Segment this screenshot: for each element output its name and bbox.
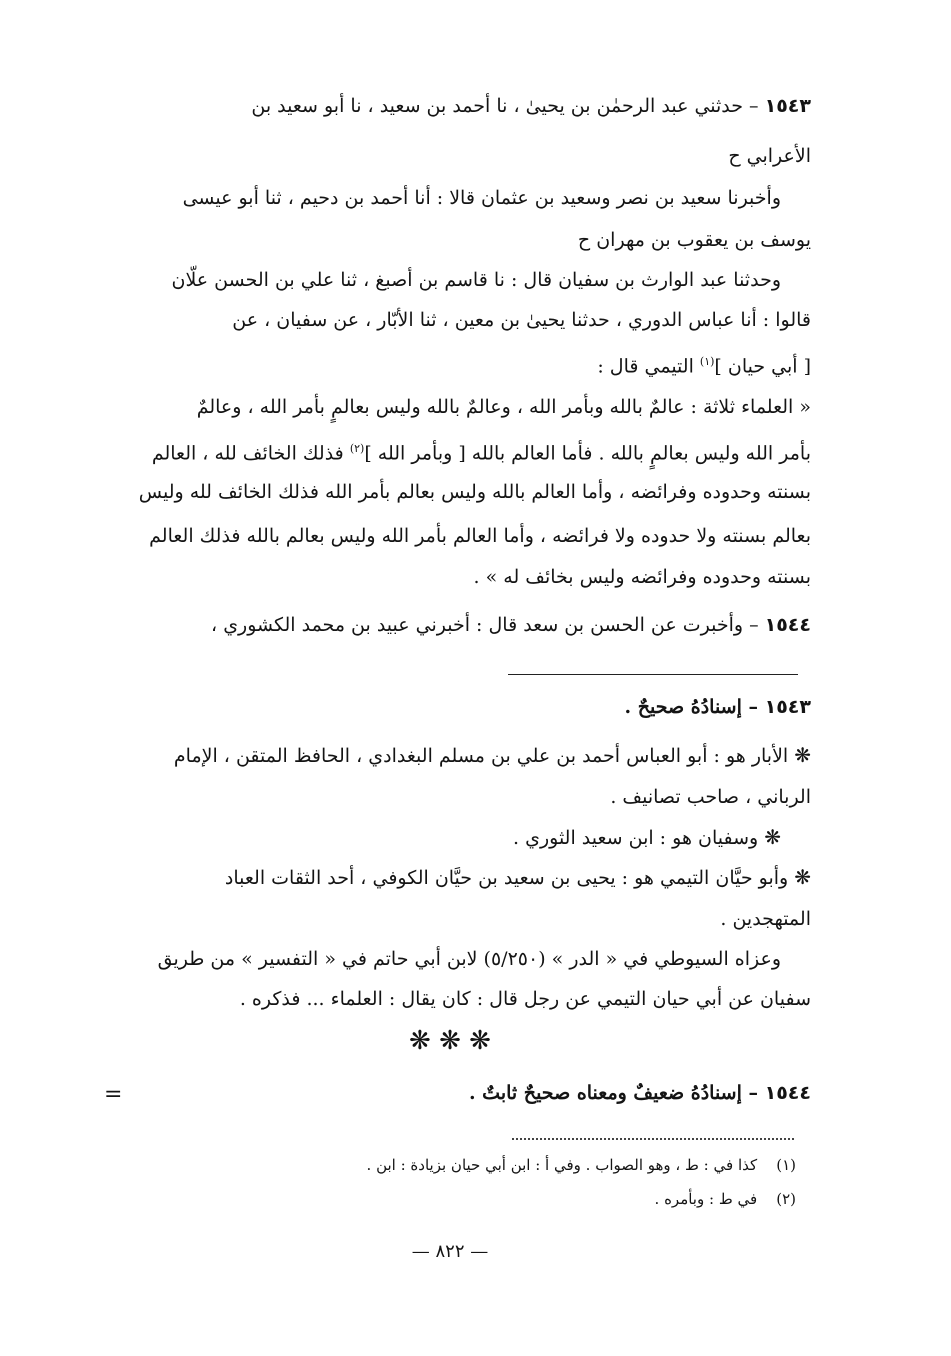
footnote-dotted-rule <box>512 1138 794 1140</box>
commentary-1543-heading: ١٥٤٣ – إسنادُهُ صحيحٌ . <box>624 696 811 718</box>
asterism-icon: ❋ ❋ ❋ <box>409 1026 491 1056</box>
footnote-1: (١) كذا في : ط ، وهو الصواب . وفي أ : ابن أبي حيان بزيادة : ابن . <box>366 1156 796 1174</box>
hadith-1543-line-4: يوسف بن يعقوب بن مهران ح <box>577 229 811 251</box>
hadith-1543-line-3: وأخبرنا سعيد بن نصر وسعيد بن عثمان قالا : أنا أحمد بن دحيم ، ثنا أبو عيسى <box>182 187 781 209</box>
commentary-line-4: ❋ وأبو حيَّان التيمي هو : يحيى بن سعيد بن حيَّان الكوفي ، أحد الثقات العباد <box>224 865 811 889</box>
hadith-1543-line-6: قالوا : أنا عباس الدوري ، حدثنا يحيىٰ بن معين ، ثنا الأبّار ، عن سفيان ، عن <box>232 309 811 331</box>
hadith-1543-line-1: ١٥٤٣ – حدثني عبد الرحمٰن بن يحيىٰ ، نا أحمد بن سعيد ، نا أبو سعيد بن <box>251 95 811 117</box>
commentary-separator-rule <box>508 674 798 675</box>
commentary-line-3: ❋ وسفيان هو : ابن سعيد الثوري . <box>513 825 781 849</box>
footnote-ref-1: (١) <box>699 355 715 368</box>
hadith-1543-line-5: وحدثنا عبد الوارث بن سفيان قال : نا قاسم بن أصبغ ، ثنا علي بن الحسن علّان <box>171 269 781 291</box>
commentary-1544-heading: ١٥٤٤ – إسنادُهُ ضعيفٌ ومعناه صحيحٌ ثابتٌ . <box>468 1082 811 1104</box>
footnote-1-number: (١) <box>776 1156 796 1174</box>
footnote-2-number: (٢) <box>776 1190 796 1208</box>
page-number: — ٨٢٢ — <box>411 1241 489 1262</box>
footnote-ref-2: (٢) <box>349 442 365 455</box>
hadith-number-1543: ١٥٤٣ <box>764 95 811 117</box>
hadith-1543-line-8: « العلماء ثلاثة : عالمٌ بالله وبأمر الله ، وعالمٌ بالله وليس بعالمٍ بأمر الله ، وعالمٌ <box>196 396 811 418</box>
continuation-mark: = <box>104 1082 123 1107</box>
commentary-line-6: وعزاه السيوطي في « الدر » (٥/٢٥٠) لابن أبي حاتم في « التفسير » من طريق <box>157 948 781 970</box>
star-bullet-icon: ❋ <box>794 865 811 889</box>
commentary-line-5: المتهجدين . <box>720 908 811 930</box>
hadith-1543-line-11: بعالم بسنته ولا حدوده ولا فرائضه ، وأما العالم بأمر الله وليس بعالم بالله فذلك العالم <box>149 525 811 547</box>
hadith-number-1544: ١٥٤٤ <box>764 614 811 636</box>
hadith-1544-line-1: ١٥٤٤ – وأخبرت عن الحسن بن سعد قال : أخبرني عبيد بن محمد الكشوري ، <box>211 614 811 636</box>
hadith-1543-line-10: بسنته وحدوده وفرائضه ، وأما العالم بالله وليس بعالم بأمر الله فذلك الخائف لله وليس <box>138 481 811 503</box>
star-bullet-icon: ❋ <box>794 743 811 767</box>
hadith-1543-line-7: [ أبي حيان ]$^{(١)}$ التيمي قال : <box>597 355 811 378</box>
commentary-line-1: ❋ الأبار هو : أبو العباس أحمد بن علي بن مسلم البغدادي ، الحافظ المتقن ، الإمام <box>173 743 811 767</box>
commentary-line-7: سفيان عن أبي حيان التيمي عن رجل قال : كان يقال : العلماء ... فذكره . <box>239 988 811 1010</box>
commentary-line-2: الرباني ، صاحب تصانيف . <box>610 786 811 808</box>
star-bullet-icon: ❋ <box>764 825 781 849</box>
hadith-1543-line-2: الأعرابي ح <box>728 145 811 167</box>
hadith-1543-line-12: بسنته وحدوده وفرائضه وليس بخائف له » . <box>473 566 811 588</box>
hadith-1543-line-9: بأمر الله وليس بعالمٍ بالله . فأما العالم بالله [ وبأمر الله ]$^{(٢)}$ فذلك الخائف لله ، العالم <box>151 442 811 465</box>
footnote-2: (٢) في ط : وبأمره . <box>654 1190 796 1208</box>
